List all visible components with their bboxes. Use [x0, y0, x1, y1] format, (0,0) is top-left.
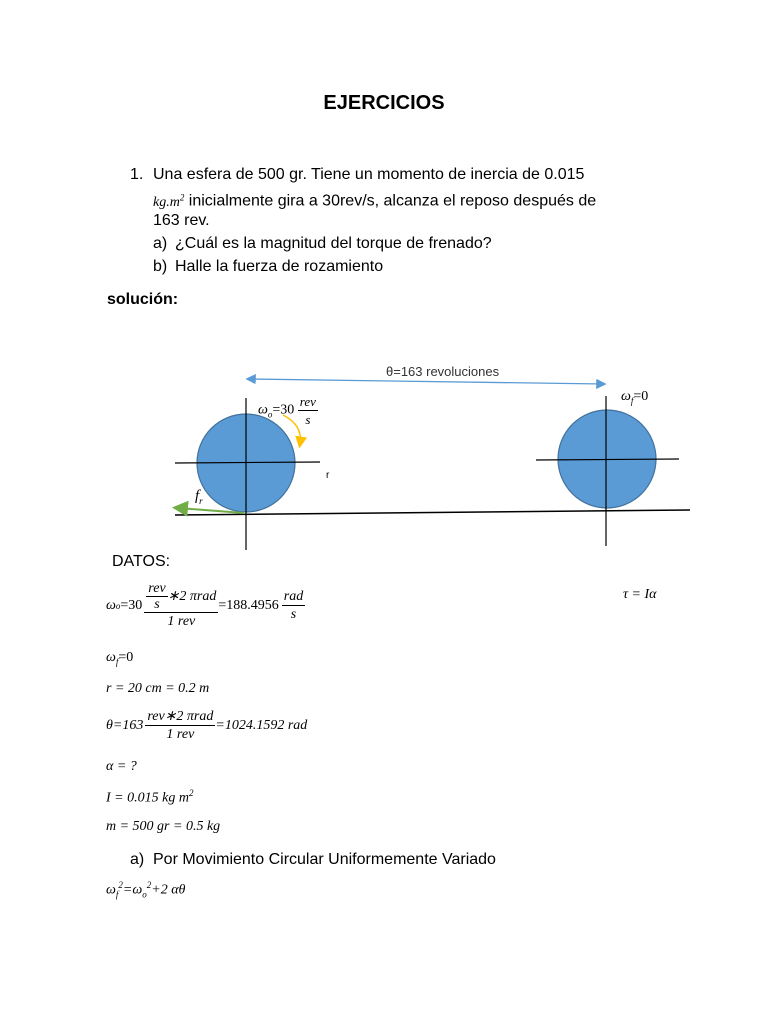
distance-arrow: [248, 379, 604, 384]
omega-f-label: $\omega_f=0$: [621, 389, 649, 406]
rolling-sphere-diagram: [0, 350, 768, 560]
part-a-label: a): [130, 851, 145, 868]
question-a-text: ¿Cuál es la magnitud del torque de frenado?: [175, 235, 492, 252]
datos-label: DATOS:: [112, 553, 171, 570]
question-b-label: b): [153, 258, 168, 275]
omega-f-value: $\omega_f=0$: [106, 650, 134, 667]
theta-calc: θ=163 $\frac{\text{rev∗2 πrad}}{\text{1 rev}}$ =1024.1592 rad: [106, 709, 308, 742]
problem-number: 1.: [130, 166, 144, 183]
page-title: EJERCICIOS: [323, 92, 445, 114]
unit-inline: $kg.m^2$: [153, 192, 185, 210]
problem-line-2: $kg.m^2$ inicialmente gira a 30rev/s, alcanza el reposo después de: [153, 192, 597, 210]
mass-value: m = 500 gr = 0.5 kg: [106, 819, 221, 834]
theta-label: θ=163 revoluciones: [386, 364, 500, 379]
inertia-value: I = 0.015 kg $m^2$: [106, 788, 194, 806]
question-b-text: Halle la fuerza de rozamiento: [175, 258, 384, 275]
torque-formula: τ = Iα: [623, 587, 657, 602]
omega-o-label: $\omega_o=30$ $\frac{\text{rev}}{s}$: [258, 394, 316, 427]
solution-label: solución:: [107, 291, 179, 308]
alpha-value: α = ?: [106, 759, 137, 774]
problem-line-1: Una esfera de 500 gr. Tiene un momento de inercia de 0.015: [153, 166, 585, 183]
kinematic-equation: $\omega_f^2=\omega_o^2+2$ αθ: [106, 880, 186, 900]
radius-label: r: [326, 470, 330, 481]
friction-label: $f_r$: [195, 488, 203, 506]
part-a-text: Por Movimiento Circular Uniformemente Variado: [153, 851, 496, 868]
question-a-label: a): [153, 235, 168, 252]
problem-line-3: 163 rev.: [153, 212, 210, 229]
radius-value: r = 20 cm = 0.2 m: [106, 681, 210, 696]
omega-o-calc: ω o =30 $\frac{\text{rev}}{s}$ ∗2 πrad 1 rev =188.4956 $\frac{\text{rad}}{s}$: [106, 581, 304, 629]
